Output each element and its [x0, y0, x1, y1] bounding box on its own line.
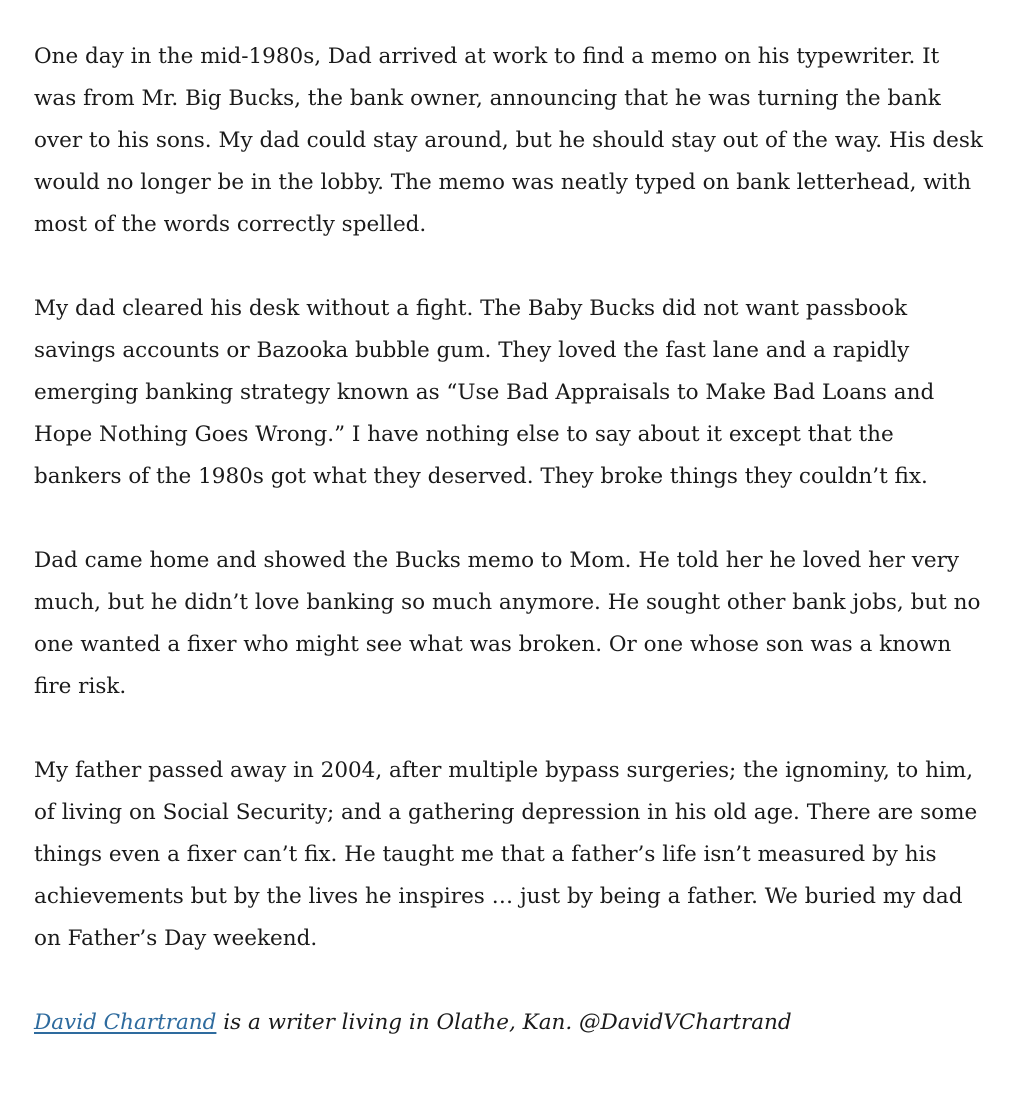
- paragraph-baby-bucks: My dad cleared his desk without a fight. The Baby Bucks did not want passbook savings accounts or Bazooka bubble gum. They loved the fast lane and a rapidly emerging banking strategy known as “Use Bad Appraisals to Make Bad Loans and Hope Nothing Goes Wrong.” I have nothing else to say about it except that the bankers of the 1980s got what they deserved. They broke things they couldn’t fix.: [34, 296, 935, 489]
- article-body: [34, 36, 984, 1086]
- author-bio-text: is a writer living in Olathe, Kan. @DavidVChartrand: [216, 1010, 792, 1035]
- author-link[interactable]: David Chartrand: [34, 1010, 217, 1035]
- paragraph-memo: One day in the mid-1980s, Dad arrived at work to find a memo on his typewriter. It was from Mr. Big Bucks, the bank owner, announcing that he was turning the bank over to his sons. My dad could stay around, but he should stay out of the way. His desk would no longer be in the lobby. The memo was neatly typed on bank letterhead, with most of the words correctly spelled.: [34, 44, 983, 237]
- paragraph-came-home: Dad came home and showed the Bucks memo to Mom. He told her he loved her very much, but he didn’t love banking so much anymore. He sought other bank jobs, but no one wanted a fixer who might see what was broken. Or one whose son was a known fire risk.: [34, 548, 981, 699]
- paragraph-passed-away: My father passed away in 2004, after multiple bypass surgeries; the ignominy, to him, of living on Social Security; and a gathering depression in his old age. There are some things even a fixer can’t fix. He taught me that a father’s life isn’t measured by his achievements but by the lives he inspires … just by being a father. We buried my dad on Father’s Day weekend.: [34, 758, 978, 951]
- author-bio: [34, 1002, 984, 1044]
